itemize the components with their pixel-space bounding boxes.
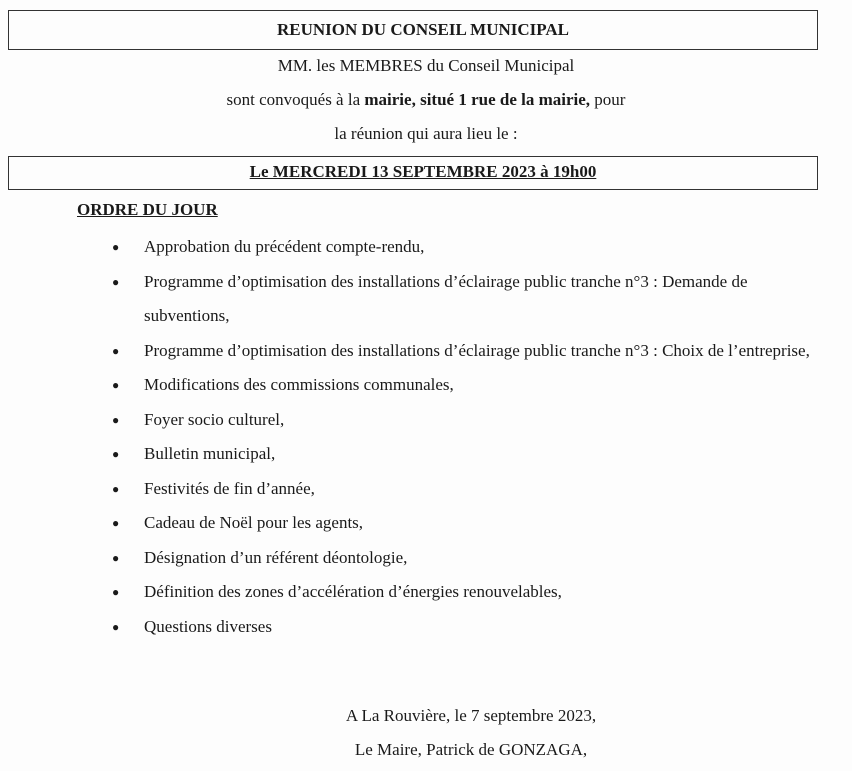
document-title: REUNION DU CONSEIL MUNICIPAL — [8, 10, 818, 50]
agenda-item-text: Programme d’optimisation des installations d’éclairage public tranche n°3 : Choix de l’entreprise, — [144, 340, 810, 360]
agenda-item-text: Cadeau de Noël pour les agents, — [144, 513, 364, 532]
agenda-item-text: Modifications des commissions communales, — [144, 375, 454, 394]
intro-line-2-end: pour — [590, 90, 626, 109]
meeting-location: mairie, situé 1 rue de la mairie, — [364, 90, 591, 109]
meeting-date: Le MERCREDI 13 SEPTEMBRE 2023 à 19h00 — [249, 162, 597, 181]
signature-name: Le Maire, Patrick de GONZAGA, — [354, 740, 588, 759]
bullet-icon: ● — [112, 274, 120, 289]
meeting-date-box — [8, 156, 818, 190]
agenda-item — [0, 437, 852, 472]
agenda-item-text: Foyer socio culturel, — [144, 409, 285, 429]
agenda-item-text: Définition des zones d’accélération d’énergies renouvelables, — [144, 582, 562, 601]
agenda-item-text: Programme d’optimisation des installations d’éclairage public tranche n°3 : Demande de subventions, — [144, 271, 748, 325]
bullet-icon: ● — [112, 412, 120, 427]
agenda-item — [0, 368, 852, 403]
agenda-item — [0, 506, 852, 541]
bullet-icon: ● — [112, 516, 120, 530]
agenda-item-text: Festivités de fin d’année, — [144, 478, 315, 498]
bullet-icon: ● — [112, 619, 120, 634]
agenda-item — [0, 265, 852, 334]
agenda-item-text: Approbation du précédent compte-rendu, — [144, 237, 425, 256]
agenda-item — [0, 472, 852, 507]
intro-line-3: la réunion qui aura lieu le : — [334, 124, 518, 143]
intro-line-2-start: sont convoqués à la — [226, 90, 365, 109]
agenda-item — [0, 575, 852, 610]
agenda-item — [0, 610, 852, 645]
bullet-icon: ● — [112, 447, 120, 461]
intro-line-2 — [0, 90, 852, 110]
bullet-icon: ● — [112, 343, 120, 358]
signature-place-date: A La Rouvière, le 7 septembre 2023, — [345, 706, 597, 725]
agenda-item-text: Désignation d’un référent déontologie, — [144, 547, 408, 567]
bullet-icon: ● — [112, 550, 120, 565]
agenda-item — [0, 230, 852, 265]
agenda-item-text: Bulletin municipal, — [144, 444, 276, 463]
bullet-icon: ● — [112, 481, 120, 496]
agenda-item — [0, 541, 852, 576]
agenda-item-text: Questions diverses — [144, 616, 272, 636]
agenda-item — [0, 334, 852, 369]
bullet-icon: ● — [112, 585, 120, 599]
agenda-item — [0, 403, 852, 438]
agenda-list — [0, 230, 852, 644]
intro-line-1: MM. les MEMBRES du Conseil Municipal — [277, 56, 575, 75]
agenda-heading: ORDRE DU JOUR — [77, 200, 218, 219]
bullet-icon: ● — [112, 378, 120, 392]
bullet-icon: ● — [112, 240, 120, 254]
